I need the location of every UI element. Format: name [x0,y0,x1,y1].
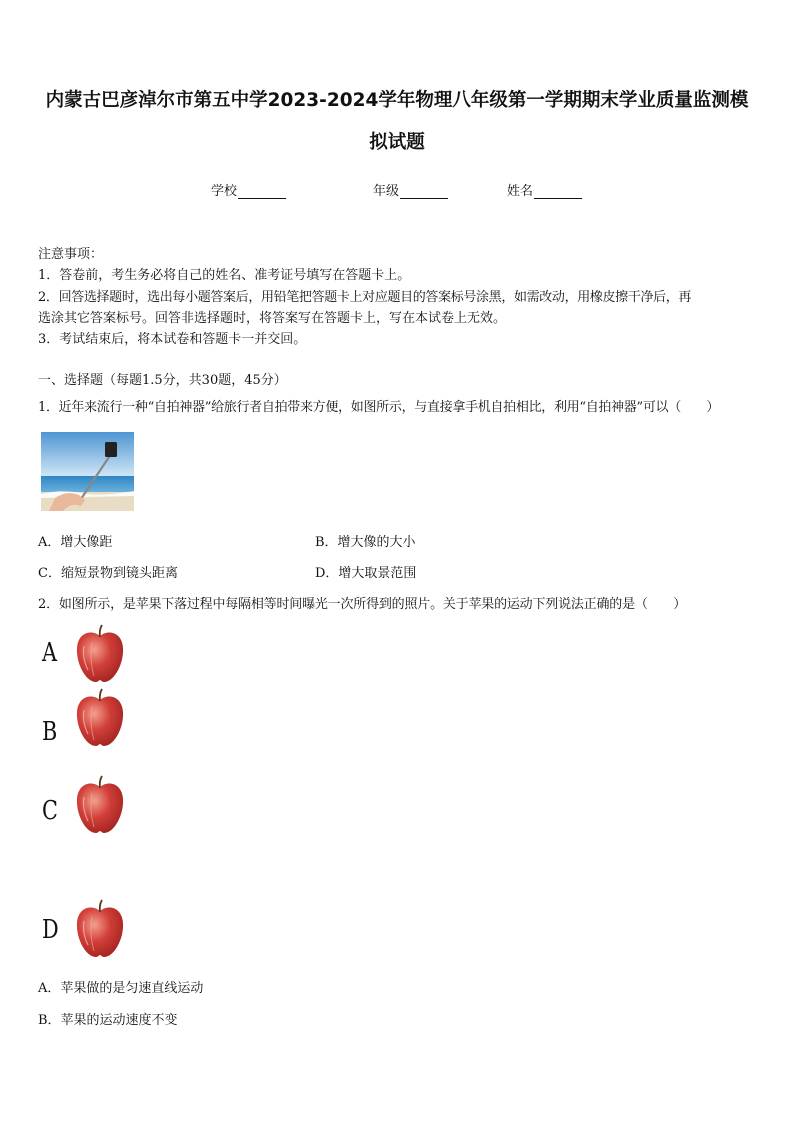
notice-item: 2．回答选择题时，选出每小题答案后，用铅笔把答题卡上对应题目的答案标号涂黑，如需改动，用橡皮擦干净后，再 [38,290,692,305]
figure-label-a: A [42,638,58,668]
name-field[interactable] [507,180,582,199]
section-heading: 一、选择题（每题1.5分，共30题，45分） [38,373,287,388]
apple-image [72,775,128,835]
apple-image [72,899,128,959]
apple-icon [72,624,128,684]
apple-image [72,688,128,748]
apple-icon [72,899,128,959]
question-2-option-a[interactable]: A．苹果做的是匀速直线运动 [38,981,204,996]
question-2-option-b[interactable]: B．苹果的运动速度不变 [38,1013,178,1028]
apple-icon [72,688,128,748]
apple-icon [72,775,128,835]
question-2-stem: 2．如图所示，是苹果下落过程中每隔相等时间曝光一次所得到的照片。关于苹果的运动下列说法正确的是（ ） [38,597,687,612]
grade-field[interactable] [373,180,448,199]
figure-label-d: D [42,915,59,945]
grade-label: 年级 [373,184,400,199]
name-blank[interactable] [534,185,582,199]
grade-blank[interactable] [400,185,448,199]
question-1-option-b[interactable]: B．增大像的大小 [315,535,416,550]
apple-image [72,624,128,684]
page-title-line1: 内蒙古巴彦淖尔市第五中学2023-2024学年物理八年级第一学期期末学业质量监测模 [45,90,749,111]
student-info [0,180,794,200]
notice-item: 选涂其它答案标号。回答非选择题时，将答案写在答题卡上，写在本试卷上无效。 [38,311,507,326]
question-1-option-a[interactable]: A．增大像距 [38,535,113,550]
question-1-option-c[interactable]: C．缩短景物到镜头距离 [38,566,178,581]
name-label: 姓名 [507,184,534,199]
figure-label-b: B [42,717,58,747]
school-label: 学校 [211,184,238,199]
notice-heading: 注意事项： [38,247,104,262]
question-1-option-d[interactable]: D．增大取景范围 [315,566,417,581]
notice-item: 3．考试结束后，将本试卷和答题卡一并交回。 [38,332,307,347]
notice-item: 1．答卷前，考生务必将自己的姓名、准考证号填写在答题卡上。 [38,268,411,283]
school-field[interactable] [211,180,286,199]
page-title-line2: 拟试题 [369,132,425,153]
selfie-stick-image [41,432,134,511]
figure-label-c: C [42,796,58,826]
selfie-stick-illustration [41,432,134,511]
question-1-stem: 1．近年来流行一种“自拍神器”给旅行者自拍带来方便，如图所示，与直接拿手机自拍相比，利用“自拍神器”可以（ ） [38,400,720,415]
school-blank[interactable] [238,185,286,199]
